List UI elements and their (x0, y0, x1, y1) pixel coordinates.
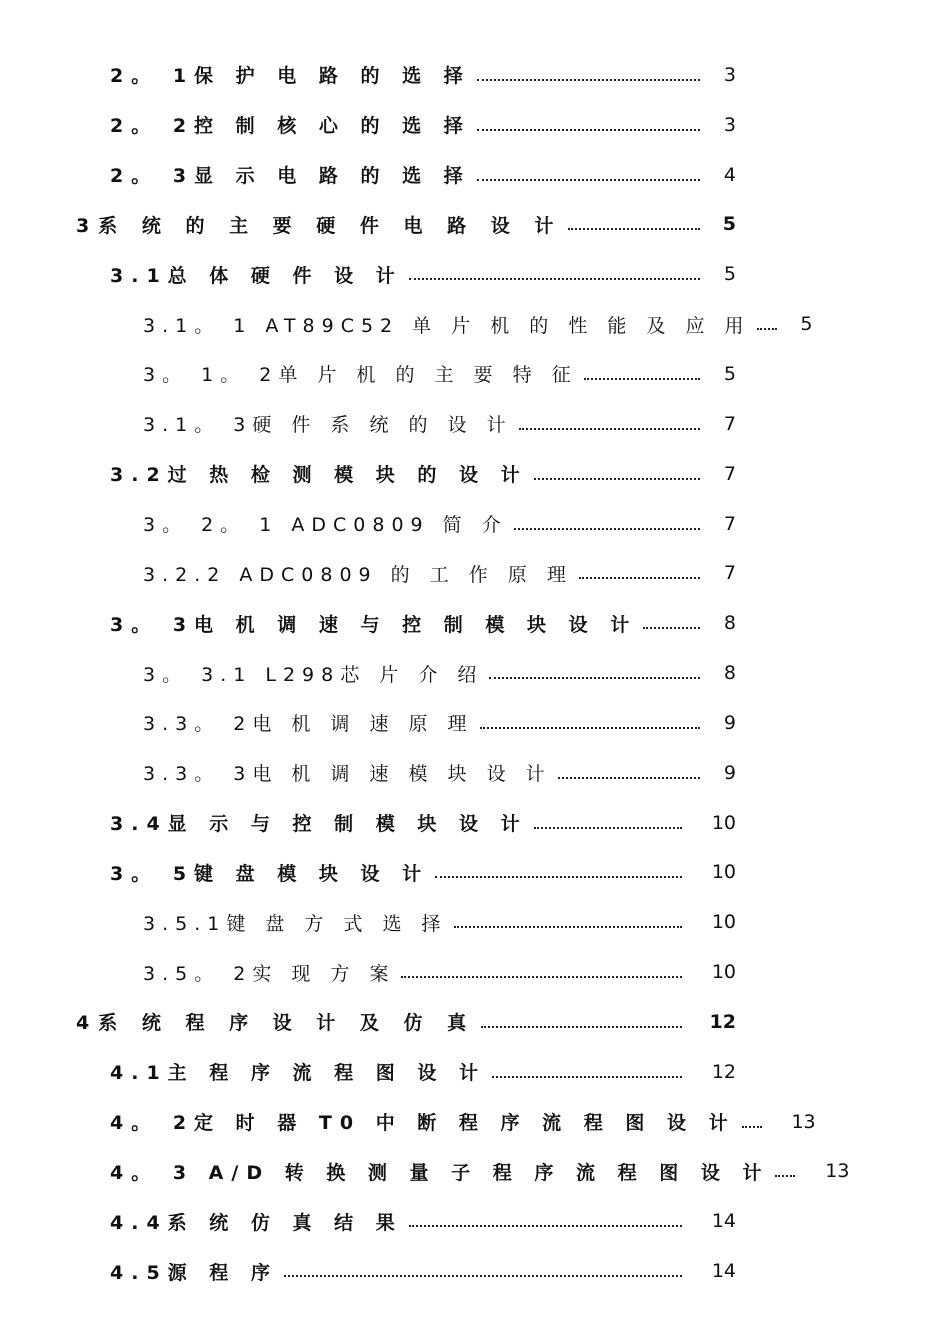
toc-entry-page-number: 13 (791, 1110, 816, 1133)
dot-leader (757, 328, 777, 330)
dot-leader (584, 378, 700, 380)
toc-entry-page-number: 5 (723, 362, 736, 385)
toc-entry[interactable] (0, 1047, 950, 1097)
toc-entry-title: 4系 统 程 序 设 计 及 仿 真 (76, 1012, 476, 1035)
dot-leader (435, 876, 682, 878)
dot-leader (742, 1126, 762, 1128)
toc-entry-title: 4.1主 程 序 流 程 图 设 计 (110, 1062, 486, 1085)
toc-entry-title: 4.5源 程 序 (110, 1261, 278, 1284)
toc-entry-title: 3.1。 3硬 件 系 统 的 设 计 (143, 414, 513, 437)
toc-entry-page-number: 9 (723, 711, 736, 734)
toc-entry[interactable] (0, 150, 950, 200)
toc-entry-title: 3.2过 热 检 测 模 块 的 设 计 (110, 464, 528, 487)
toc-entry-page-number: 12 (709, 1010, 736, 1033)
toc-entry-page-number: 9 (723, 761, 736, 784)
toc-entry-page-number: 7 (723, 562, 736, 585)
toc-entry-title: 3.3。 3电 机 调 速 模 块 设 计 (143, 763, 552, 786)
toc-entry-title: 2。 2控 制 核 心 的 选 择 (110, 115, 471, 138)
toc-entry-page-number: 4 (723, 163, 736, 186)
toc-entry-page-number: 10 (711, 811, 736, 834)
dot-leader (489, 677, 700, 679)
dot-leader (643, 627, 700, 629)
toc-entry-page-number: 7 (723, 462, 736, 485)
dot-leader (514, 528, 700, 530)
toc-entry[interactable] (0, 499, 950, 549)
toc-entry[interactable] (0, 1196, 950, 1246)
toc-entry-page-number: 7 (723, 412, 736, 435)
toc-entry-page-number: 5 (800, 313, 813, 336)
toc-entry[interactable] (0, 648, 950, 698)
dot-leader (558, 777, 700, 779)
toc-entry-title: 3。 3电 机 调 速 与 控 制 模 块 设 计 (110, 613, 638, 636)
toc-entry[interactable] (0, 100, 950, 150)
dot-leader (480, 727, 700, 729)
toc-entry-page-number: 14 (711, 1210, 736, 1233)
toc-entry-title: 3。 5键 盘 模 块 设 计 (110, 862, 430, 885)
toc-entry-page-number: 3 (723, 63, 736, 86)
toc-entry[interactable] (0, 698, 950, 748)
toc-entry-page-number: 3 (723, 113, 736, 136)
toc-entry[interactable] (0, 299, 950, 349)
toc-entry-page-number: 7 (723, 512, 736, 535)
toc-entry-title: 4。 2定 时 器 T0 中 断 程 序 流 程 图 设 计 (110, 1112, 736, 1135)
toc-entry-title: 2。 1保 护 电 路 的 选 择 (110, 65, 471, 88)
dot-leader (534, 827, 682, 829)
toc-entry-title: 3.1。 1 AT89C52 单 片 机 的 性 能 及 应 用 (143, 314, 751, 337)
toc-entry-page-number: 10 (711, 961, 736, 984)
dot-leader (568, 228, 700, 230)
toc-entry-title: 3。 3.1 L298芯 片 介 绍 (143, 663, 484, 686)
dot-leader (409, 1225, 682, 1227)
dot-leader (409, 278, 700, 280)
dot-leader (477, 179, 700, 181)
toc-entry-title: 4。 3 A/D 转 换 测 量 子 程 序 流 程 图 设 计 (110, 1161, 770, 1184)
toc-entry[interactable] (0, 1147, 950, 1197)
dot-leader (477, 79, 700, 81)
toc-entry-page-number: 8 (723, 662, 736, 685)
toc-entry[interactable] (0, 897, 950, 947)
toc-entry-page-number: 5 (722, 213, 736, 236)
toc-entry-title: 3.4显 示 与 控 制 模 块 设 计 (110, 813, 528, 836)
dot-leader (519, 428, 700, 430)
toc-entry-page-number: 12 (711, 1060, 736, 1083)
dot-leader (284, 1275, 682, 1277)
dot-leader (492, 1076, 682, 1078)
toc-entry[interactable] (0, 798, 950, 848)
dot-leader (454, 926, 682, 928)
toc-entry[interactable] (0, 1097, 950, 1147)
toc-entry[interactable] (0, 997, 950, 1047)
toc-entry-title: 2。 3显 示 电 路 的 选 择 (110, 165, 471, 188)
toc-entry-page-number: 8 (723, 612, 736, 635)
dot-leader (775, 1175, 795, 1177)
toc-entry-page-number: 13 (825, 1160, 850, 1183)
toc-entry-title: 4.4系 统 仿 真 结 果 (110, 1211, 403, 1234)
table-of-contents (0, 50, 950, 1296)
dot-leader (401, 976, 682, 978)
toc-entry[interactable] (0, 748, 950, 798)
toc-entry-page-number: 10 (711, 861, 736, 884)
dot-leader (579, 577, 700, 579)
toc-entry-page-number: 14 (711, 1260, 736, 1283)
toc-entry-title: 3。 2。 1 ADC0809 简 介 (143, 514, 508, 537)
toc-entry-title: 3.1总 体 硬 件 设 计 (110, 264, 403, 287)
toc-entry-title: 3.5。 2实 现 方 案 (143, 962, 396, 985)
toc-entry-title: 3.5.1键 盘 方 式 选 择 (143, 912, 448, 935)
toc-entry[interactable] (0, 399, 950, 449)
toc-entry-title: 3系 统 的 主 要 硬 件 电 路 设 计 (76, 214, 563, 237)
toc-entry[interactable] (0, 50, 950, 100)
toc-entry[interactable] (0, 349, 950, 399)
toc-entry-title: 3。 1。 2单 片 机 的 主 要 特 征 (143, 364, 578, 387)
toc-entry[interactable] (0, 598, 950, 648)
toc-entry-title: 3.3。 2电 机 调 速 原 理 (143, 713, 474, 736)
toc-entry-page-number: 5 (723, 263, 736, 286)
dot-leader (534, 478, 700, 480)
toc-entry[interactable] (0, 1246, 950, 1296)
dot-leader (477, 129, 700, 131)
toc-entry-page-number: 10 (711, 911, 736, 934)
toc-entry-title: 3.2.2 ADC0809 的 工 作 原 理 (143, 563, 573, 586)
toc-entry[interactable] (0, 947, 950, 997)
toc-entry[interactable] (0, 548, 950, 598)
toc-entry[interactable] (0, 249, 950, 299)
toc-entry[interactable] (0, 848, 950, 898)
toc-entry[interactable] (0, 200, 950, 250)
dot-leader (481, 1026, 682, 1028)
toc-entry[interactable] (0, 449, 950, 499)
